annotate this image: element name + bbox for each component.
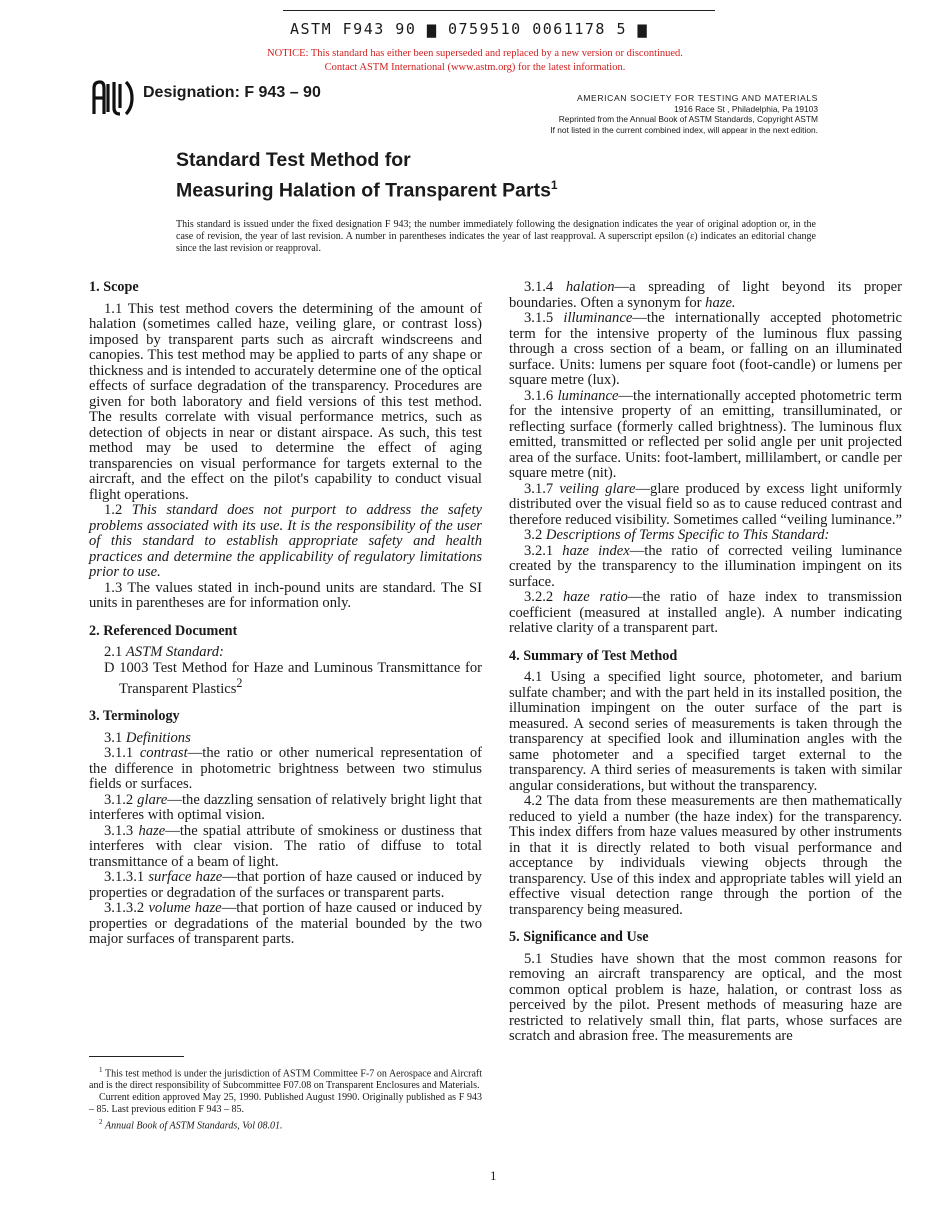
definition-luminance (509, 389, 902, 482)
society-address: 1916 Race St , Philadelphia, Pa 19103 (674, 103, 818, 114)
definition-synonym: haze. (705, 294, 736, 311)
definition-number: 3.1.6 (524, 387, 554, 404)
definition-number: 3.2.2 (524, 589, 554, 605)
paragraph-1-2-text: This standard does not purport to address the safety problems associated with its use. It is the responsibility of the user of this standard to establish appropriate safety and health practices and determine the applicability of regulatory limitations prior to use. (89, 502, 482, 580)
section-scope (89, 280, 482, 612)
definition-text: —the dazzling sensation of relatively bright light that interferes with optimal vision. (89, 791, 482, 824)
issued-note: This standard is issued under the fixed designation F 943; the number immediately following the designation indicates the year of original adoption or, in the case of revision, the year of last revision. A number in parentheses indicates the year of last reapproval. A superscript epsilon (ε) indicates an editorial change since the last revision or reapproval. (176, 219, 816, 254)
paragraph-3-2 (509, 528, 902, 544)
notice-line-1: NOTICE: This standard has either been superseded and replaced by a new version or discontinued. (267, 48, 683, 59)
definition-number: 3.1.5 (524, 310, 554, 326)
reference-d1003-mark: 2 (236, 676, 243, 690)
definition-glare (89, 793, 482, 824)
definition-number: 3.1.7 (524, 480, 554, 497)
definition-text: —glare produced by excess light uniformly distributed over the visual field so as to cause reduced contrast and therefore reduced visibility. Sometimes called “veiling luminance.” (509, 480, 903, 528)
scope-heading: 1. Scope (89, 279, 139, 295)
definition-illuminance (509, 311, 902, 389)
definition-haze (89, 824, 482, 871)
paragraph-2-1 (89, 645, 482, 661)
definition-term: halation (565, 279, 615, 295)
definition-term: haze ratio (562, 589, 628, 605)
footnote-2-text: Annual Book of ASTM Standards, Vol 08.01. (105, 1120, 283, 1132)
definition-term: volume haze (148, 900, 222, 917)
definition-volume-haze (89, 901, 482, 948)
definition-term: glare (137, 791, 168, 808)
definition-text: —that portion of haze caused or induced by properties or degradation of the surfaces or transparent parts. (89, 869, 482, 901)
paragraph-2-1-text: ASTM Standard: (125, 644, 224, 660)
definition-surface-haze (89, 870, 482, 901)
definition-contrast (89, 746, 482, 793)
definition-haze-ratio (509, 590, 902, 637)
footnote-1 (89, 1064, 482, 1092)
section-summary (509, 649, 902, 919)
paragraph-4-2: 4.2 The data from these measurements are then mathematically reduced to yield a number (the haze index) for the transparency. This index differs from haze values measured by other instruments in that it is directly related to both visual performance and acceptance by individuals viewing objects through the transparency. Use of this index and appropriate tables will yield an effective visual detection range through the portion of the transparency being measured. (509, 793, 902, 918)
definition-text: —the internationally accepted photometric term for the intensive property of the luminous flux passing through a cross section of a beam, or falling on an illuminated surface. Units: lumens per square foot (foot-candle) or lumens per square metre (lux). (509, 310, 902, 388)
title-footnote-mark: 1 (550, 178, 558, 192)
paragraph-5-1: 5.1 Studies have shown that the most common reasons for removing an aircraft transparency are optical, and the most common optical problem is haze, halation, or contrast loss as perceived by the pilot. Present methods of measuring haze are restricted to relatively small thin, flat parts, whose surfaces are scratch and abrasion free. The measurements are (509, 950, 902, 1044)
footnote-1-edition: Current edition approved May 25, 1990. Published August 1990. Originally published as F 943 – 85. Last previous edition F 943 – 85. (89, 1092, 482, 1116)
definition-text: —the ratio of corrected veiling luminance created by the transparency to the illumination impingent on its surface. (509, 542, 902, 590)
definition-number: 3.1.4 (524, 279, 554, 295)
definition-term: veiling glare (559, 480, 636, 497)
astm-logo-icon (90, 78, 134, 118)
definition-term: haze index (562, 542, 630, 559)
section-terminology-continued (509, 280, 902, 637)
referenced-heading: 2. Referenced Document (89, 622, 238, 639)
paragraph-3-1-text: Definitions (125, 729, 191, 746)
definition-number: 3.1.1 (104, 745, 134, 762)
definition-number: 3.1.3.2 (104, 900, 145, 917)
definition-term: haze (138, 822, 166, 839)
notice-line-2: Contact ASTM International (www.astm.org) for the latest information. (324, 62, 626, 73)
reference-d1003 (104, 661, 482, 698)
title-line-2: Measuring Halation of Transparent Parts (176, 179, 551, 202)
definition-text: —the spatial attribute of smokiness or dustiness that interferes with clear vision. The ratio of diffuse to total transmittance of a beam of light. (89, 822, 482, 870)
paragraph-1-3: 1.3 The values stated in inch-pound units are standard. The SI units in parentheses are for information only. (89, 579, 482, 611)
definition-term: illuminance (563, 310, 633, 326)
definition-text: —the ratio of haze index to transmission coefficient (measured at installed angle). A number indicating relative clarity of a transparent part. (509, 589, 902, 636)
footnote-1-mark: 1 (99, 1066, 103, 1074)
definition-number: 3.2.1 (524, 542, 554, 559)
significance-heading: 5. Significance and Use (509, 929, 649, 945)
definition-term: contrast (139, 745, 188, 762)
reprint-note: Reprinted from the Annual Book of ASTM Standards, Copyright ASTM (558, 114, 818, 124)
society-name: AMERICAN SOCIETY FOR TESTING AND MATERIALS (576, 93, 818, 103)
document-code: ASTM F943 90 ▆ 0759510 0061178 5 ▆ (290, 20, 649, 38)
definition-number: 3.1.3 (104, 822, 134, 839)
header-rule (283, 10, 715, 11)
section-terminology (89, 709, 482, 948)
paragraph-3-1-number: 3.1 (104, 729, 123, 746)
index-note: If not listed in the current combined index, will appear in the next edition. (550, 124, 818, 135)
definition-text: —the internationally accepted photometric term for the intensive property of an emitting, transilluminated, or reflecting surface (formerly called brightness). The luminous flux emitted, transmitted or reflected per solid angle per unit projected area of the surface. Units: foot-lambert, millilambert, or candle per square metre (nit). (509, 387, 902, 481)
definition-text: —a spreading of light beyond its proper boundaries. Often a synonym for (509, 279, 902, 311)
definition-text: —that portion of haze caused or induced by properties or degradations of the material bounded by the two major surfaces of transparent parts. (89, 900, 482, 948)
title-line-1: Standard Test Method for (176, 149, 411, 171)
footnote-2 (89, 1116, 482, 1132)
definition-text: —the ratio or other numerical representation of the difference in photometric brightness between two stimulus fields or surfaces. (89, 745, 482, 793)
section-significance (509, 930, 902, 1045)
designation: Designation: F 943 – 90 (143, 84, 321, 101)
paragraph-4-1: 4.1 Using a specified light source, photometer, and barium sulfate chamber; and with the part held in its installed position, the illumination impingent on the outer surface of the part is measured. A second series of measurements is taken through the transparency at specified look and illumination angles with the same photometer and a specified target external to the transparency. A third series of measurements is taken with similar angular considerations, but without the transparency. (509, 669, 902, 794)
definition-haze-index (509, 544, 902, 591)
definition-veiling-glare (509, 482, 902, 529)
footnote-1-text: This test method is under the jurisdiction of ASTM Committee F-7 on Aerospace and Aircraft and is the direct responsibility of Subcommittee F07.08 on Transparent Enclosures and Materials. (89, 1068, 482, 1092)
footnotes (89, 1064, 482, 1133)
definition-term: surface haze (148, 869, 223, 886)
page-number: 1 (490, 1168, 497, 1183)
paragraph-3-2-text: Descriptions of Terms Specific to This Standard: (545, 527, 830, 543)
footnote-rule (89, 1056, 184, 1057)
left-column (89, 280, 482, 960)
paragraph-3-1 (89, 731, 482, 747)
definition-halation (509, 280, 902, 311)
footnote-2-mark: 2 (99, 1118, 103, 1127)
right-column (509, 280, 902, 1057)
definition-number: 3.1.3.1 (104, 869, 145, 886)
document-title (176, 148, 558, 204)
paragraph-2-1-number: 2.1 (104, 644, 123, 660)
paragraph-1-2-number: 1.2 (104, 502, 123, 518)
reference-d1003-text: D 1003 Test Method for Haze and Luminous Transmittance for Transparent Plastics (104, 659, 482, 697)
definition-term: luminance (557, 387, 619, 404)
paragraph-3-2-number: 3.2 (524, 527, 543, 543)
paragraph-1-2 (89, 503, 482, 581)
terminology-heading: 3. Terminology (89, 708, 180, 725)
summary-heading: 4. Summary of Test Method (509, 647, 678, 664)
definition-number: 3.1.2 (104, 791, 134, 808)
paragraph-1-1: 1.1 This test method covers the determining of the amount of halation (sometimes called haze, veiling glare, or contrast loss) imposed by transparent parts such as aircraft windscreens and canopies. This test method may be applied to parts of any shape or thickness and is intended to accurately determine one of the optical effects of surface degradation of the transparency. Procedures are given for both laboratory and field versions of this test method. The results correlate with visual performance metrics, such as detection of objects in near or distant airspace. As such, this test method may be used to determine the effect of aging transparencies on visual performance for targets external to the aircraft, and the effect on the pilot's capability to conduct visual flight operations. (89, 300, 482, 503)
section-referenced (89, 624, 482, 698)
society-block (488, 93, 818, 135)
